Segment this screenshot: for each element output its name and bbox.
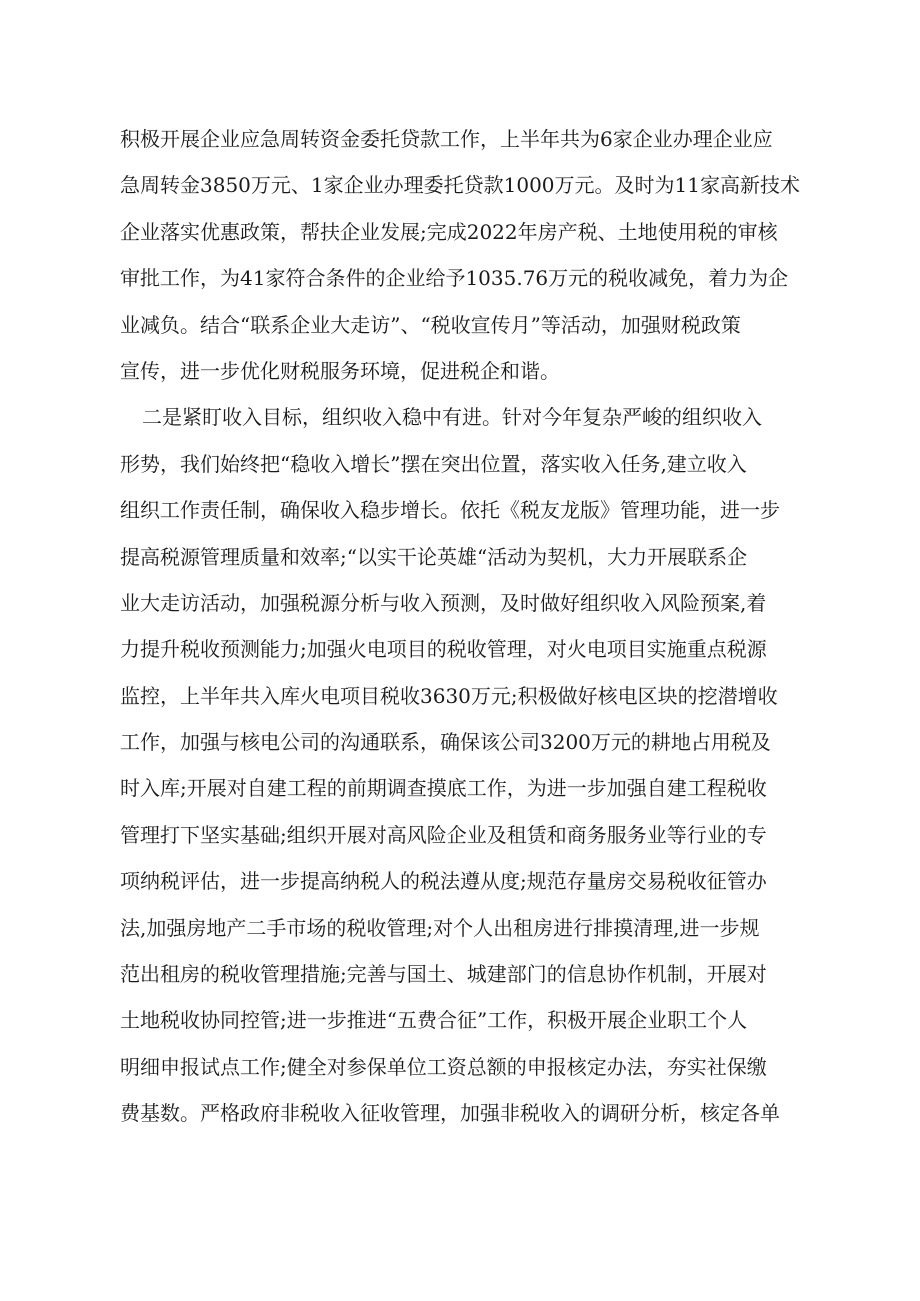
text-line: 法,加强房地产二手市场的税收管理;对个人出租房进行排摸清理,进一步规	[120, 915, 760, 940]
text-line: 企业落实优惠政策，帮扶企业发展;完成2022年房产税、土地使用税的审核	[120, 219, 778, 244]
text-line: 时入库;开展对自建工程的前期调查摸底工作，为进一步加强自建工程税收	[120, 776, 767, 801]
text-line: 业大走访活动，加强税源分析与收入预测，及时做好组织收入风险预案,着	[120, 590, 767, 615]
text-line: 审批工作，为41家符合条件的企业给予1035.76万元的税收减免，着力为企	[120, 266, 789, 291]
text-line: 提高税源管理质量和效率;“以实干论英雄“活动为契机，大力开展联系企	[120, 544, 748, 569]
text-line: 业减负。结合“联系企业大走访”、“税收宣传月”等活动，加强财税政策	[120, 312, 741, 337]
text-line: 力提升税收预测能力;加强火电项目的税收管理，对火电项目实施重点税源	[120, 637, 767, 662]
text-line: 管理打下坚实基础;组织开展对高风险企业及租赁和商务服务业等行业的专	[120, 822, 767, 847]
text-line: 项纳税评估，进一步提高纳税人的税法遵从度;规范存量房交易税收征管办	[120, 869, 767, 894]
paragraph-2	[120, 394, 800, 1136]
document-body	[120, 116, 800, 1137]
text-line: 费基数。严格政府非税收入征收管理，加强非税收入的调研分析，核定各单	[120, 1101, 780, 1126]
text-line: 二是紧盯收入目标，组织收入稳中有进。针对今年复杂严峻的组织收入	[142, 405, 762, 430]
text-line: 明细申报试点工作;健全对参保单位工资总额的申报核定办法，夯实社保缴	[120, 1054, 767, 1079]
text-line: 宣传，进一步优化财税服务环境，促进税企和谐。	[120, 358, 560, 383]
text-line: 范出租房的税收管理措施;完善与国土、城建部门的信息协作机制，开展对	[120, 962, 767, 987]
text-line: 监控，上半年共入库火电项目税收3630万元;积极做好核电区块的挖潜增收	[120, 683, 778, 708]
text-line: 土地税收协同控管;进一步推进“五费合征”工作，积极开展企业职工个人	[120, 1008, 748, 1033]
text-line: 组织工作责任制，确保收入稳步增长。依托《税友龙版》管理功能，进一步	[120, 498, 780, 523]
text-line: 积极开展企业应急周转资金委托贷款工作，上半年共为6家企业办理企业应	[120, 127, 773, 151]
text-line: 工作，加强与核电公司的沟通联系，确保该公司3200万元的耕地占用税及	[120, 730, 771, 755]
text-line: 急周转金3850万元、1家企业办理委托贷款1000万元。及时为11家高新技术	[120, 173, 800, 198]
text-line: 形势，我们始终把“稳收入增长”摆在突出位置，落实收入任务,建立收入	[120, 451, 747, 476]
paragraph-1	[120, 116, 800, 394]
